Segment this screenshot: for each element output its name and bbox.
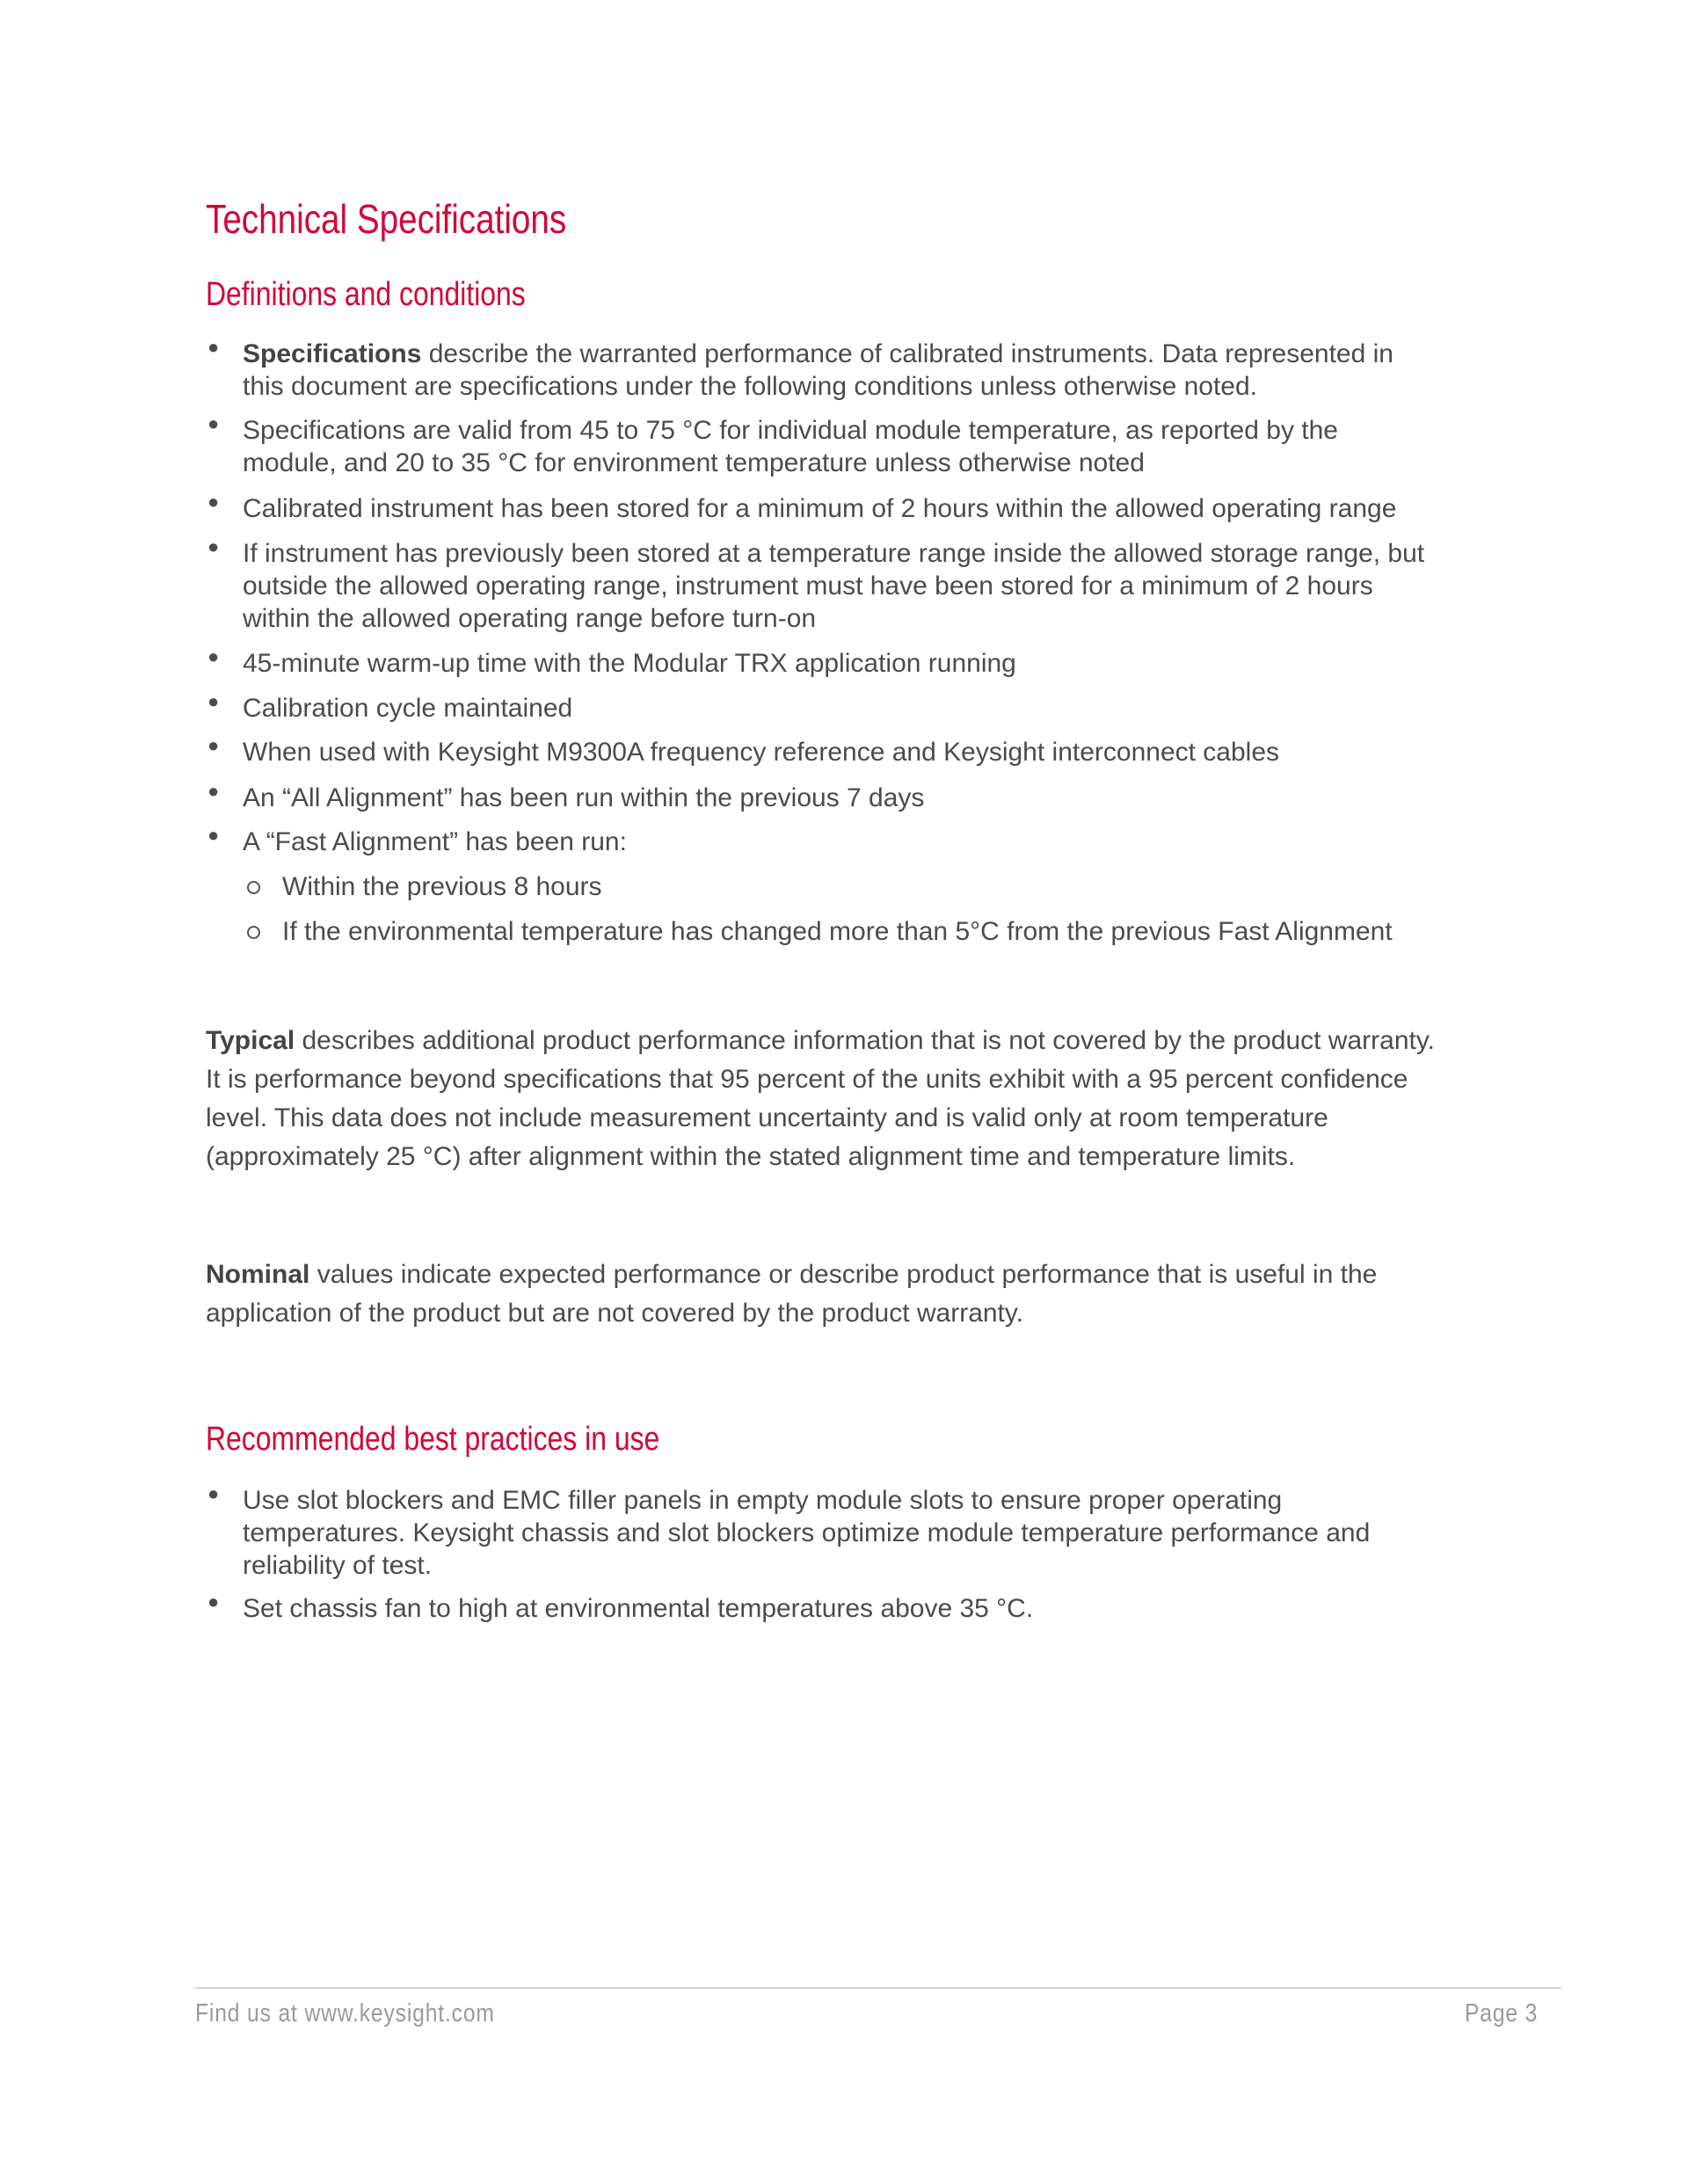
list-item-line: reliability of test. — [243, 1551, 433, 1580]
typical-paragraph — [206, 1022, 1435, 1176]
nominal-line: values indicate expected performance or describe product performance that is useful in the — [309, 1260, 1378, 1289]
circle-bullet-icon — [247, 881, 260, 894]
bullet-icon: ● — [207, 336, 220, 358]
list-item-line: Calibration cycle maintained — [243, 694, 573, 723]
footer-website-link[interactable]: Find us at www.keysight.com — [195, 1999, 495, 2027]
bullet-icon: ● — [207, 690, 220, 712]
list-item-line: If instrument has previously been stored at a temperature range inside the allowed storage range, but — [243, 539, 1425, 568]
nominal-line: application of the product but are not covered by the product warranty. — [206, 1299, 1023, 1328]
bullet-icon: ● — [207, 491, 220, 513]
footer-page-number: Page 3 — [1465, 1999, 1539, 2027]
list-item-line: this document are specifications under the following conditions unless otherwise noted. — [243, 372, 1258, 401]
nominal-term: Nominal — [206, 1260, 310, 1289]
typical-term: Typical — [206, 1026, 295, 1055]
nominal-paragraph — [206, 1256, 1377, 1333]
sub-list-item: If the environmental temperature has changed more than 5°C from the previous Fast Alignment — [282, 917, 1393, 946]
list-item-line: Use slot blockers and EMC filler panels in empty module slots to ensure proper operating — [243, 1486, 1283, 1515]
list-item-term: Specifications — [243, 339, 422, 368]
section-heading-practices: Recommended best practices in use — [206, 1421, 660, 1458]
bullet-icon: ● — [207, 824, 220, 846]
typical-line: describes additional product performance information that is not covered by the product warranty. — [295, 1026, 1435, 1055]
list-item-line: When used with Keysight M9300A frequency reference and Keysight interconnect cables — [243, 738, 1280, 767]
typical-line: level. This data does not include measurement uncertainty and is valid only at room temperature — [206, 1103, 1328, 1132]
bullet-icon: ● — [207, 1591, 220, 1613]
footer-divider — [195, 1987, 1561, 1989]
list-item-line: A “Fast Alignment” has been run: — [243, 827, 627, 856]
list-item-line: temperatures. Keysight chassis and slot blockers optimize module temperature performance and — [243, 1518, 1371, 1547]
bullet-icon: ● — [207, 1482, 220, 1504]
section-heading-definitions: Definitions and conditions — [206, 276, 526, 313]
page-title: Technical Specifications — [206, 196, 567, 242]
bullet-icon: ● — [207, 780, 220, 802]
bullet-icon: ● — [207, 645, 220, 667]
bullet-icon: ● — [207, 412, 220, 434]
list-item-line: module, and 20 to 35 °C for environment temperature unless otherwise noted — [243, 448, 1145, 477]
list-item-line: Set chassis fan to high at environmental temperatures above 35 °C. — [243, 1594, 1034, 1623]
list-item-line: 45-minute warm-up time with the Modular TRX application running — [243, 649, 1016, 678]
list-item-line: Specifications are valid from 45 to 75 °C for individual module temperature, as reported by the — [243, 416, 1338, 445]
list-item-line: Calibrated instrument has been stored for a minimum of 2 hours within the allowed operating range — [243, 494, 1397, 523]
typical-line: (approximately 25 °C) after alignment within the stated alignment time and temperature limits. — [206, 1142, 1296, 1171]
list-item-line: within the allowed operating range before turn-on — [243, 604, 817, 633]
list-item-line: An “All Alignment” has been run within the previous 7 days — [243, 783, 925, 812]
list-item-text: describe the warranted performance of calibrated instruments. Data represented in — [421, 339, 1393, 368]
bullet-icon: ● — [207, 535, 220, 557]
circle-bullet-icon — [247, 926, 260, 939]
list-item-line: outside the allowed operating range, instrument must have been stored for a minimum of 2 hours — [243, 571, 1373, 601]
sub-list-item: Within the previous 8 hours — [282, 872, 602, 901]
typical-line: It is performance beyond specifications that 95 percent of the units exhibit with a 95 percent confidence — [206, 1065, 1408, 1094]
list-item-line — [243, 338, 1393, 370]
bullet-icon: ● — [207, 734, 220, 756]
